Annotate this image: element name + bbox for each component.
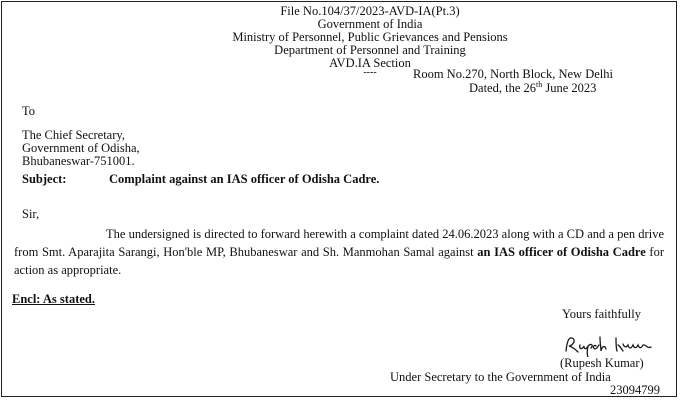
addressee-line-2: Government of Odisha, — [22, 141, 140, 155]
subject-label: Subject: — [22, 172, 67, 186]
dated-line: Dated, the 26th June 2023 — [469, 79, 597, 95]
govt-line: Government of India — [317, 17, 423, 31]
room-address: Room No.270, North Block, New Delhi — [413, 67, 613, 81]
ministry-line: Ministry of Personnel, Public Grievances and Pensions — [232, 30, 508, 44]
signatory-phone: 23094799 — [610, 383, 660, 397]
signature — [563, 333, 673, 357]
section-line: AVD.IA Section — [329, 56, 411, 70]
file-number: File No.104/37/2023-AVD-IA(Pt.3) — [280, 4, 460, 18]
addressee-line-3: Bhubaneswar-751001. — [22, 154, 135, 168]
salutation: Sir, — [22, 207, 40, 221]
department-line: Department of Personnel and Training — [274, 43, 466, 57]
body-paragraph: The undersigned is directed to forward herewith a complaint dated 24.06.2023 along with a CD and a pen drive from Smt. Aparajita Sarangi, Hon'ble MP, Bhubaneswar and Sh. Manmohan Samal against an IAS officer of Odisha Cadre for action as appropriate. — [14, 227, 664, 277]
subject-text: Complaint against an IAS officer of Odisha Cadre. — [109, 172, 380, 186]
body-bold-phrase: an IAS officer of Odisha Cadre — [477, 245, 646, 259]
signatory-name: (Rupesh Kumar) — [560, 356, 644, 370]
separator: ---- — [363, 67, 377, 78]
signatory-designation: Under Secretary to the Government of India — [390, 370, 611, 384]
closing: Yours faithfully — [562, 307, 641, 321]
to-label: To — [22, 104, 36, 118]
enclosure: Encl: As stated. — [12, 292, 95, 306]
addressee-line-1: The Chief Secretary, — [22, 128, 125, 142]
